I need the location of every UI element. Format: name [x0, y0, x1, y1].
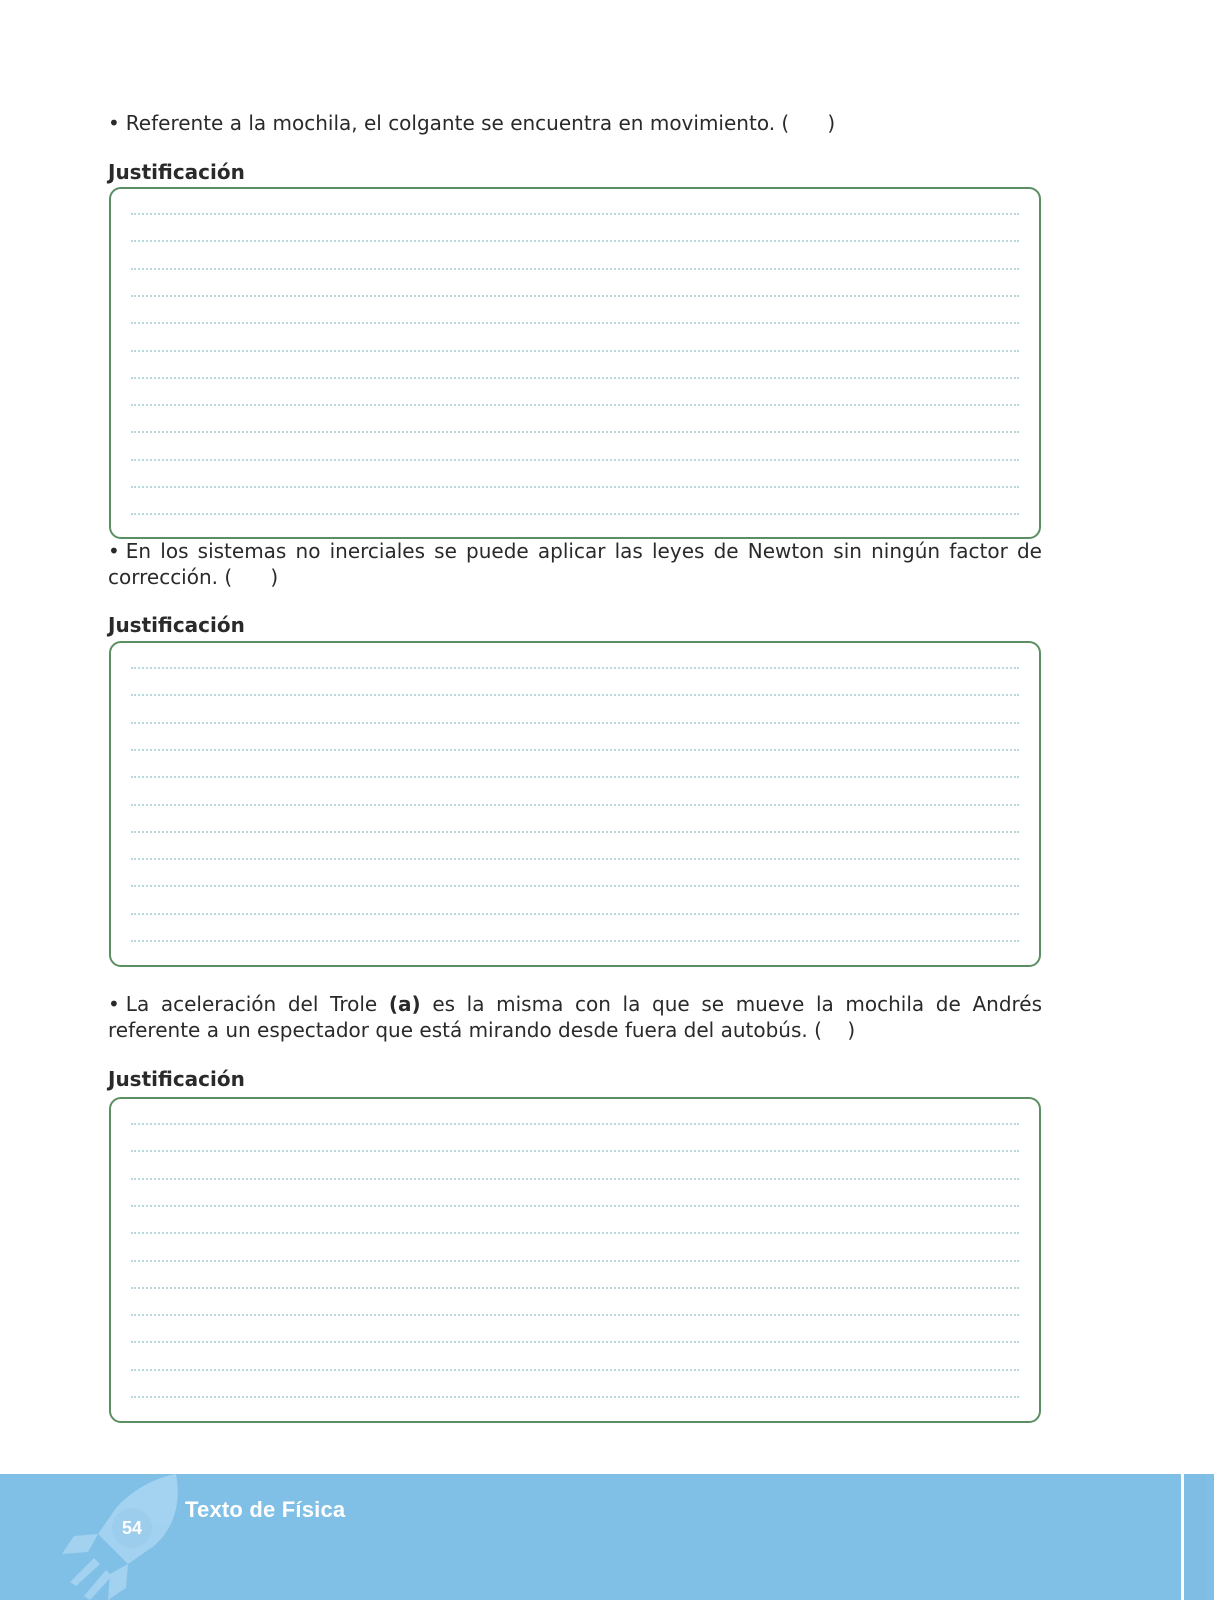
writing-line: [131, 749, 1019, 751]
true-false-blank[interactable]: ( ): [814, 1018, 856, 1042]
writing-line: [131, 1260, 1019, 1262]
writing-line: [131, 322, 1019, 324]
writing-line: [131, 240, 1019, 242]
bullet: •: [108, 111, 120, 135]
writing-line: [131, 1369, 1019, 1371]
writing-line: [131, 694, 1019, 696]
bullet: •: [108, 539, 120, 563]
writing-line: [131, 486, 1019, 488]
writing-line: [131, 1396, 1019, 1398]
writing-line: [131, 377, 1019, 379]
justification-box-3[interactable]: [109, 1097, 1041, 1423]
statement-text: La aceleración del Trole: [125, 992, 378, 1016]
writing-line: [131, 1314, 1019, 1316]
edge-strip: [1181, 1474, 1206, 1600]
writing-line: [131, 350, 1019, 352]
writing-line: [131, 431, 1019, 433]
writing-line: [131, 1232, 1019, 1234]
writing-line: [131, 1341, 1019, 1343]
statement-text: Referente a la mochila, el colgante se encuentra en movimiento.: [125, 111, 776, 135]
justification-label: Justificación: [108, 613, 245, 637]
writing-line: [131, 1123, 1019, 1125]
writing-line: [131, 858, 1019, 860]
statement-text-cont: es la misma con la que se mueve la mochila de Andrés referente a un espectador que está mirando desde fuera del autobús.: [108, 992, 1043, 1042]
writing-line: [131, 804, 1019, 806]
page-number: 54: [112, 1508, 152, 1548]
acceleration-symbol: (a): [388, 992, 421, 1016]
writing-line: [131, 940, 1019, 942]
statement-2: [108, 538, 1042, 590]
writing-line: [131, 831, 1019, 833]
statement-1: [108, 110, 1042, 136]
writing-line: [131, 667, 1019, 669]
writing-line: [131, 213, 1019, 215]
justification-label: Justificación: [108, 160, 245, 184]
writing-line: [131, 268, 1019, 270]
writing-line: [131, 1287, 1019, 1289]
true-false-blank[interactable]: ( ): [224, 565, 279, 589]
true-false-blank[interactable]: ( ): [781, 111, 836, 135]
writing-line: [131, 913, 1019, 915]
writing-line: [131, 1205, 1019, 1207]
writing-line: [131, 404, 1019, 406]
writing-line: [131, 776, 1019, 778]
statement-3: [108, 991, 1042, 1043]
bullet: •: [108, 992, 120, 1016]
page-footer: [0, 1474, 1214, 1600]
writing-line: [131, 295, 1019, 297]
writing-line: [131, 1150, 1019, 1152]
statement-text: En los sistemas no inerciales se puede aplicar las leyes de Newton sin ningún factor de corrección.: [108, 539, 1042, 589]
writing-line: [131, 459, 1019, 461]
writing-line: [131, 513, 1019, 515]
justification-box-1[interactable]: [109, 187, 1041, 539]
writing-line: [131, 885, 1019, 887]
justification-box-2[interactable]: [109, 641, 1041, 967]
book-title: Texto de Física: [185, 1497, 346, 1522]
justification-label: Justificación: [108, 1067, 245, 1091]
writing-line: [131, 722, 1019, 724]
writing-line: [131, 1178, 1019, 1180]
